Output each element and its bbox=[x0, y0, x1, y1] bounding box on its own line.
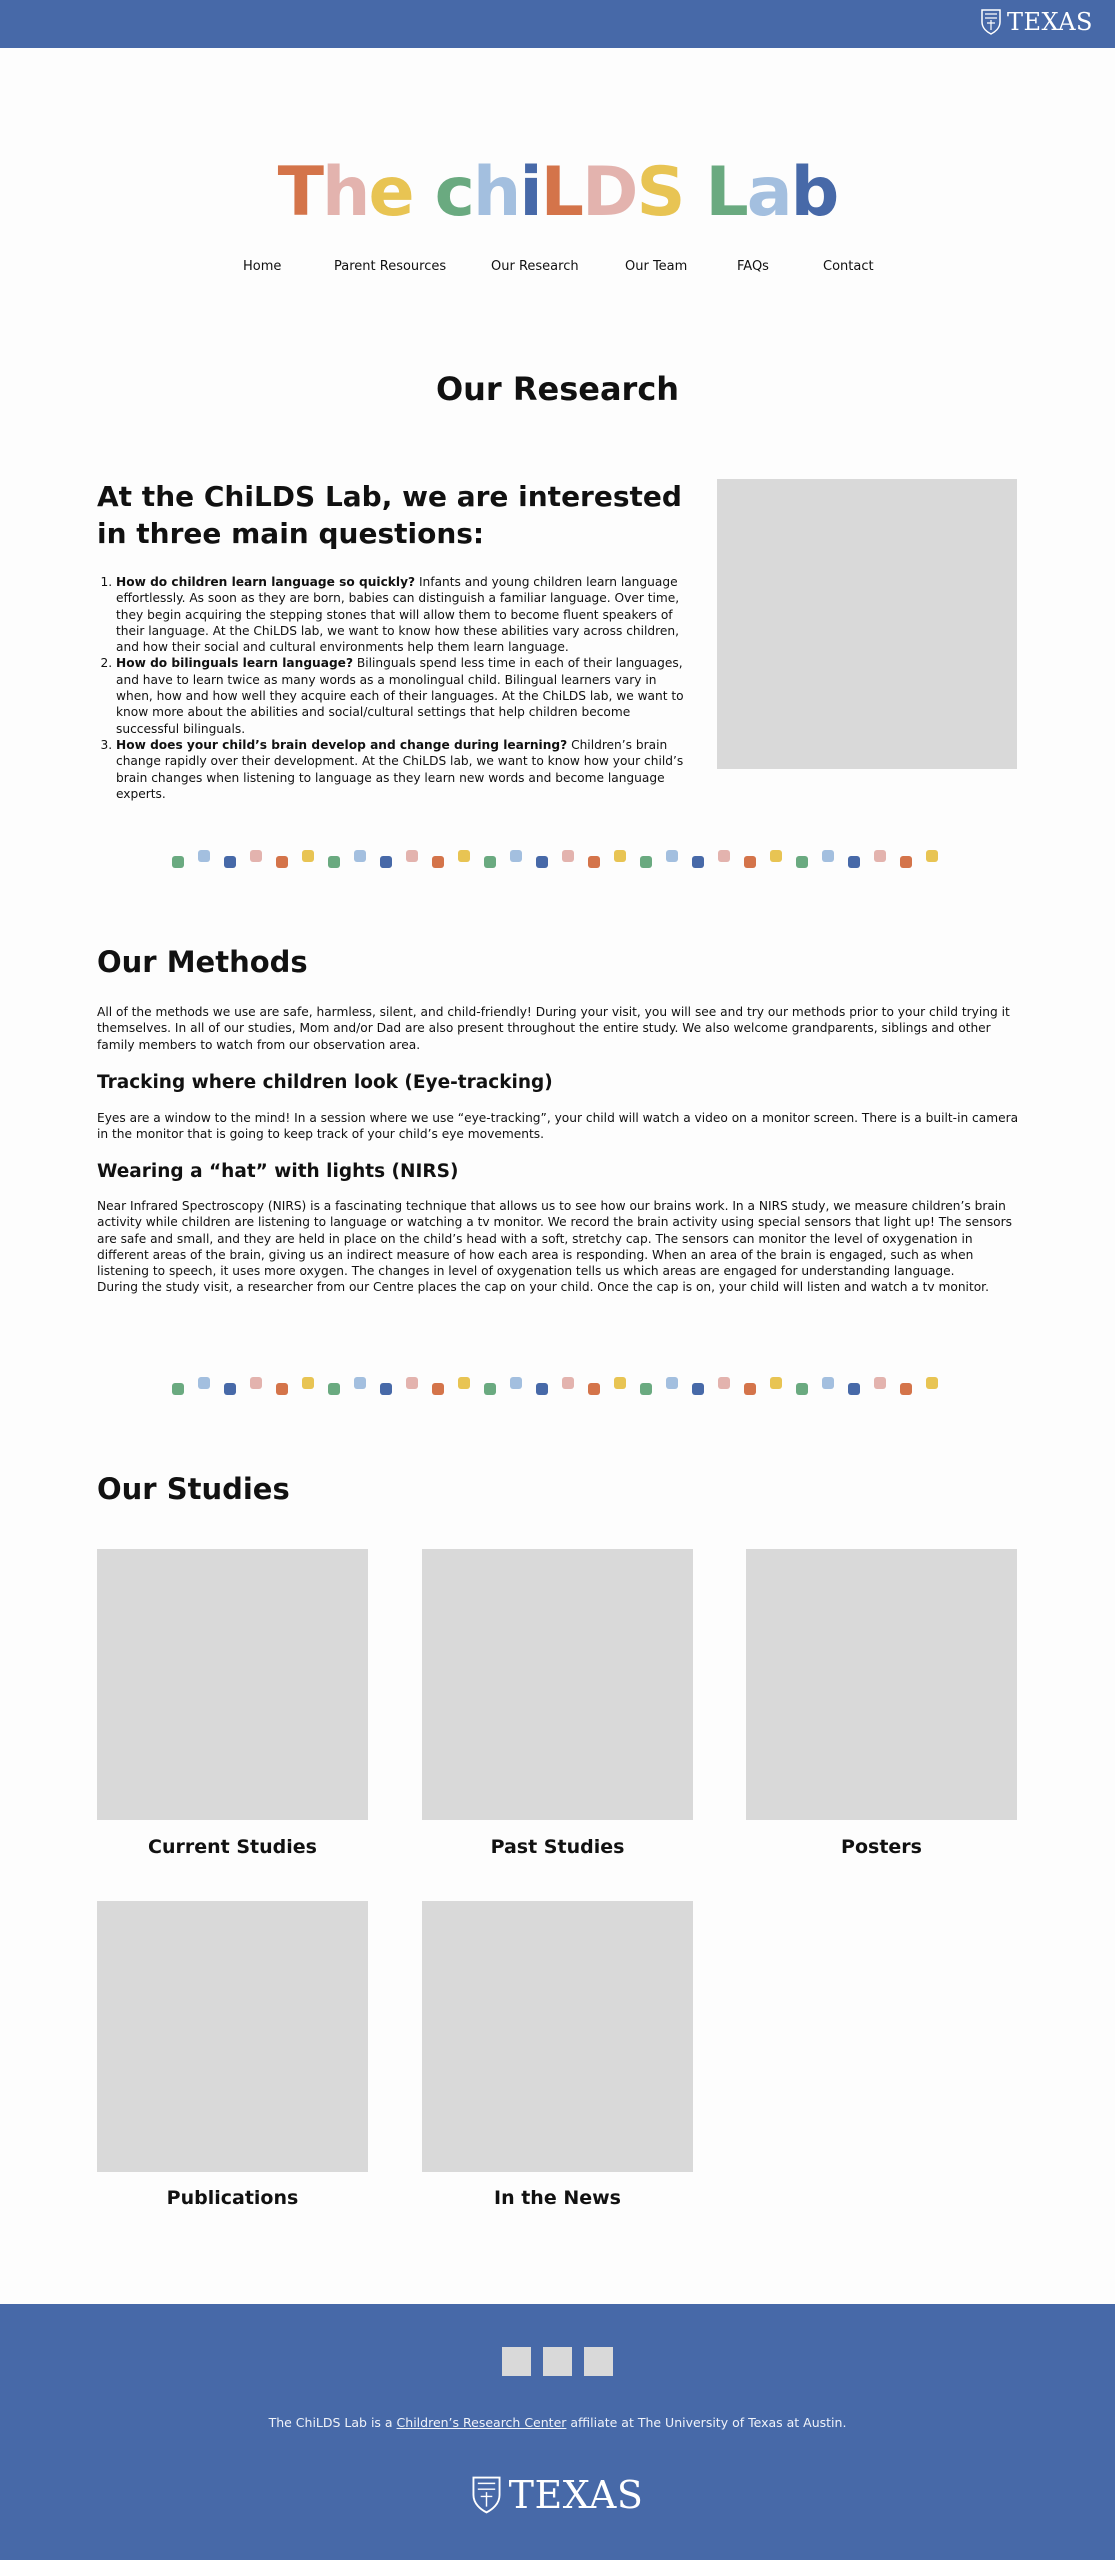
divider-dot bbox=[172, 1383, 184, 1395]
divider-dot bbox=[328, 856, 340, 868]
logo-letter: b bbox=[790, 153, 838, 232]
divider-dot bbox=[718, 850, 730, 862]
footer-text-start: The ChiLDS Lab is a bbox=[268, 2415, 397, 2430]
divider-dot bbox=[458, 1377, 470, 1389]
divider-dot bbox=[744, 856, 756, 868]
nav-contact[interactable]: Contact bbox=[823, 259, 874, 274]
ut-wordmark: TEXAS bbox=[1006, 8, 1093, 36]
logo-letter: L bbox=[540, 153, 582, 232]
divider-dot bbox=[510, 850, 522, 862]
divider-dot bbox=[328, 1383, 340, 1395]
divider-dot bbox=[510, 1377, 522, 1389]
in-the-news-card-image[interactable] bbox=[422, 1901, 693, 2172]
logo-letter: S bbox=[636, 153, 684, 232]
divider-dot bbox=[484, 856, 496, 868]
divider-dot bbox=[614, 1377, 626, 1389]
ut-logo-footer[interactable] bbox=[0, 2473, 1115, 2517]
logo-letter bbox=[413, 159, 435, 227]
divider-dot bbox=[432, 856, 444, 868]
divider-dot bbox=[666, 1377, 678, 1389]
divider-dot bbox=[822, 850, 834, 862]
main-nav bbox=[0, 259, 1115, 279]
divider-dot bbox=[536, 856, 548, 868]
divider-dot bbox=[874, 1377, 886, 1389]
ut-wordmark: TEXAS bbox=[508, 2473, 644, 2517]
divider-dot bbox=[640, 1383, 652, 1395]
question-item bbox=[116, 655, 697, 736]
divider-dot bbox=[848, 1383, 860, 1395]
divider-dot bbox=[900, 856, 912, 868]
question-item bbox=[116, 574, 697, 655]
ut-logo-header[interactable] bbox=[981, 8, 1093, 36]
divider-dot bbox=[354, 850, 366, 862]
divider-dot bbox=[406, 1377, 418, 1389]
divider-dot bbox=[926, 1377, 938, 1389]
question-title: How do children learn language so quickly? bbox=[116, 575, 416, 589]
social-icon-2[interactable] bbox=[543, 2347, 572, 2376]
dot-divider bbox=[0, 1375, 1115, 1405]
nav-faqs[interactable]: FAQs bbox=[737, 259, 769, 274]
social-icon-3[interactable] bbox=[584, 2347, 613, 2376]
divider-dot bbox=[432, 1383, 444, 1395]
divider-dot bbox=[380, 856, 392, 868]
divider-dot bbox=[250, 850, 262, 862]
divider-dot bbox=[276, 1383, 288, 1395]
divider-dot bbox=[796, 1383, 808, 1395]
publications-card-image[interactable] bbox=[97, 1901, 368, 2172]
nav-home[interactable]: Home bbox=[243, 259, 282, 274]
divider-dot bbox=[276, 856, 288, 868]
divider-dot bbox=[718, 1377, 730, 1389]
eye-tracking-heading: Tracking where children look (Eye-tracking) bbox=[97, 1072, 553, 1093]
logo-letter: T bbox=[277, 153, 323, 232]
divider-dot bbox=[770, 850, 782, 862]
logo-letter: c bbox=[434, 153, 473, 232]
divider-dot bbox=[302, 1377, 314, 1389]
intro-heading: At the ChiLDS Lab, we are interested in three main questions: bbox=[97, 480, 682, 550]
divider-dot bbox=[770, 1377, 782, 1389]
divider-dot bbox=[198, 850, 210, 862]
divider-dot bbox=[484, 1383, 496, 1395]
divider-dot bbox=[536, 1383, 548, 1395]
logo-letter: D bbox=[581, 153, 637, 232]
divider-dot bbox=[302, 850, 314, 862]
question-title: How does your child’s brain develop and change during learning? bbox=[116, 737, 568, 752]
nirs-paragraph: Near Infrared Spectroscopy (NIRS) is a fascinating technique that allows us to see how our brains work. In a NIRS study, we measure children’s brain activity while children are listening to language or watching a tv monitor. We record the brain activity using special sensors that light up! The sensors are safe and small, and they are held in place on the child’s head with a soft, stretchy cap. The sensors can monitor the level of oxygenation in different areas of the brain, giving us an indirect measure of how each area is responding. When an area of the brain is engaged, such as when listening to speech, it uses more oxygen. The changes in level of oxygenation tells us which areas are engaged for understanding language. bbox=[97, 1199, 1012, 1279]
divider-dot bbox=[458, 850, 470, 862]
logo-letter: e bbox=[368, 153, 413, 232]
divider-dot bbox=[562, 1377, 574, 1389]
publications-card-title[interactable]: Publications bbox=[166, 2187, 299, 2209]
divider-dot bbox=[380, 1383, 392, 1395]
logo-letter: h bbox=[472, 153, 520, 232]
divider-dot bbox=[640, 856, 652, 868]
divider-dot bbox=[588, 856, 600, 868]
past-studies-card-title[interactable]: Past Studies bbox=[490, 1836, 625, 1858]
divider-dot bbox=[588, 1383, 600, 1395]
studies-heading: Our Studies bbox=[97, 1472, 290, 1506]
divider-dot bbox=[406, 850, 418, 862]
ut-shield-icon bbox=[472, 2476, 501, 2514]
question-item bbox=[116, 737, 697, 802]
divider-dot bbox=[744, 1383, 756, 1395]
nirs-paragraph-2: During the study visit, a researcher from our Centre places the cap on your child. Once the cap is on, your child will listen and watch a tv monitor. bbox=[97, 1280, 989, 1295]
logo-letter bbox=[683, 159, 705, 227]
question-text: Infants and young children learn language effortlessly. As soon as they are born, babies can distinguish a familiar language. Over time, they begin acquiring the stepping stones that will allow them to become fluent speakers of their language. At the ChiLDS lab, we want to know how these abilities vary across children, and how their social and cultural environments help them learn language. bbox=[116, 575, 680, 655]
logo-letter: h bbox=[322, 153, 369, 232]
divider-dot bbox=[900, 1383, 912, 1395]
divider-dot bbox=[562, 850, 574, 862]
question-text: Bilinguals spend less time in each of their languages, and have to learn twice as many words as a monolingual child. Bilingual learners vary in when, how and how well they acquire each of their languages. At the ChiLDS lab, we want to know more about the abilities and social/cultural settings that help children become successful bilinguals. bbox=[116, 656, 684, 736]
nav-our-research[interactable]: Our Research bbox=[491, 259, 579, 274]
current-studies-card-image[interactable] bbox=[97, 1549, 368, 1820]
posters-card-title[interactable]: Posters bbox=[841, 1836, 922, 1858]
divider-dot bbox=[848, 856, 860, 868]
divider-dot bbox=[354, 1377, 366, 1389]
divider-dot bbox=[224, 856, 236, 868]
divider-dot bbox=[874, 850, 886, 862]
methods-intro: All of the methods we use are safe, harmless, silent, and child-friendly! During your visit, you will see and try our methods prior to your child trying it themselves. In all of our studies, Mom and/or Dad are also present throughout the entire study. We also welcome grandparents, siblings and other family members to watch from our observation area. bbox=[97, 1005, 1010, 1052]
research-image-placeholder bbox=[717, 479, 1017, 769]
divider-dot bbox=[692, 856, 704, 868]
logo-letter: a bbox=[746, 153, 791, 232]
footer-text-end: affiliate at The University of Texas at Austin. bbox=[566, 2415, 847, 2430]
nav-our-team[interactable]: Our Team bbox=[625, 259, 688, 274]
current-studies-card-title[interactable]: Current Studies bbox=[148, 1836, 317, 1858]
childrens-research-center-link[interactable]: Children’s Research Center bbox=[396, 2415, 567, 2430]
eye-tracking-text: Eyes are a window to the mind! In a session where we use “eye-tracking”, your child will watch a video on a monitor screen. There is a built-in camera in the monitor that is going to keep track of your child’s eye movements. bbox=[97, 1111, 1019, 1142]
footer bbox=[0, 2304, 1115, 2560]
nirs-text bbox=[97, 1198, 1019, 1296]
footer-affiliation-text bbox=[0, 2415, 1115, 2430]
in-the-news-card-title[interactable]: In the News bbox=[494, 2187, 621, 2209]
posters-card-image[interactable] bbox=[746, 1549, 1017, 1820]
page-title: Our Research bbox=[435, 370, 680, 408]
divider-dot bbox=[224, 1383, 236, 1395]
nav-parent-resources[interactable]: Parent Resources bbox=[334, 259, 447, 274]
divider-dot bbox=[926, 850, 938, 862]
divider-dot bbox=[822, 1377, 834, 1389]
question-title: How do bilinguals learn language? bbox=[116, 656, 354, 671]
divider-dot bbox=[198, 1377, 210, 1389]
questions-list bbox=[97, 574, 697, 802]
divider-dot bbox=[692, 1383, 704, 1395]
question-text: Children’s brain change rapidly over their development. At the ChiLDS lab, we want to know how your child’s brain changes when listening to language as they learn new words and become language experts. bbox=[116, 737, 684, 801]
top-bar bbox=[0, 0, 1115, 48]
past-studies-card-image[interactable] bbox=[422, 1549, 693, 1820]
nirs-heading: Wearing a “hat” with lights (NIRS) bbox=[97, 1161, 459, 1182]
logo-letter: L bbox=[705, 153, 747, 232]
dot-divider bbox=[0, 848, 1115, 878]
divider-dot bbox=[666, 850, 678, 862]
social-icon-1[interactable] bbox=[502, 2347, 531, 2376]
divider-dot bbox=[796, 856, 808, 868]
logo-letter: i bbox=[519, 153, 541, 232]
divider-dot bbox=[172, 856, 184, 868]
ut-shield-icon bbox=[981, 9, 1001, 35]
divider-dot bbox=[250, 1377, 262, 1389]
methods-heading: Our Methods bbox=[97, 945, 308, 979]
childs-lab-logo[interactable] bbox=[0, 152, 1115, 232]
divider-dot bbox=[614, 850, 626, 862]
